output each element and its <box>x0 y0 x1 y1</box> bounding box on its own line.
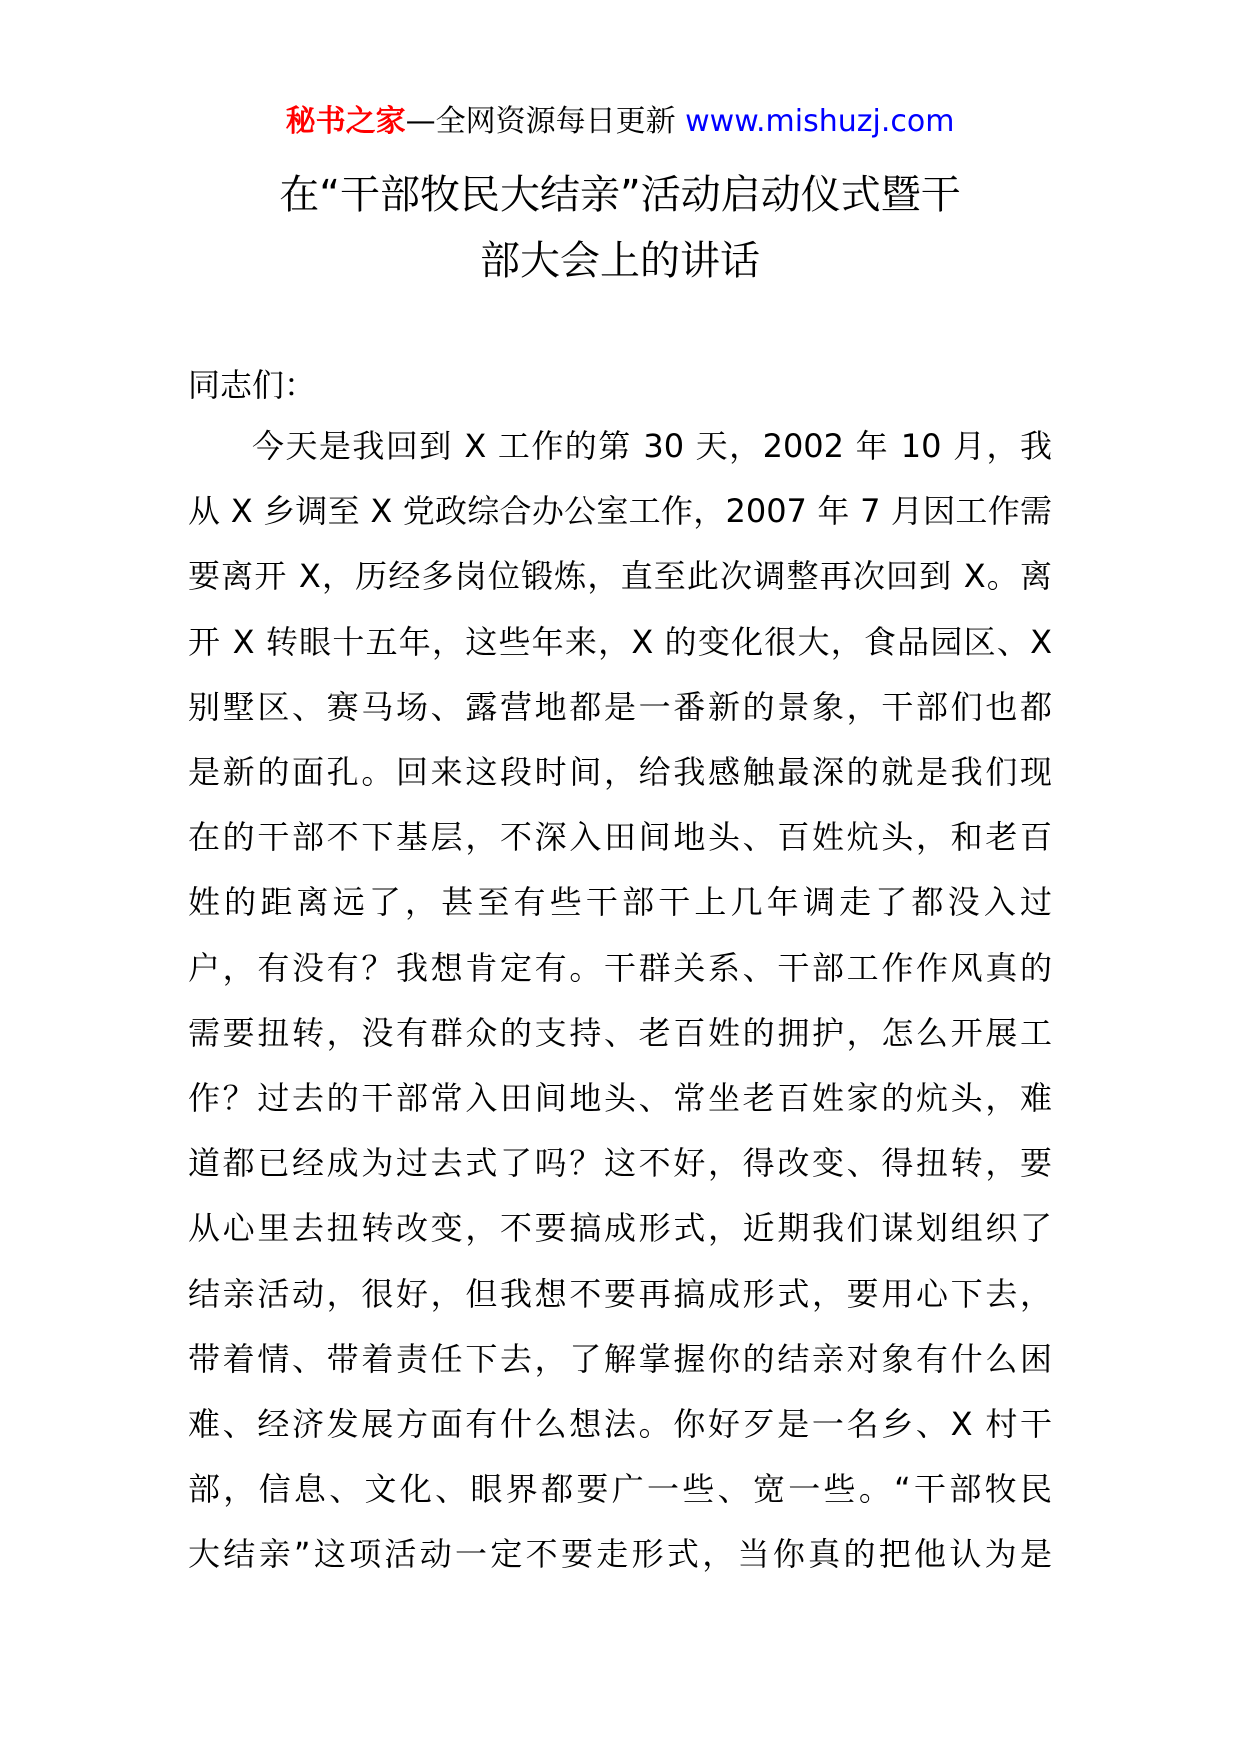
body-line: 今天是我回到 X 工作的第 30 天，2002 年 10 月，我 <box>252 427 1052 465</box>
brand-name: 秘书之家 <box>285 104 406 139</box>
salutation: 同志们： <box>188 366 317 404</box>
site-header <box>0 100 1240 144</box>
body-line: 难、经济发展方面有什么想法。你好歹是一名乡、X 村干 <box>188 1405 1052 1444</box>
title-line-1: 在“干部牧民大结亲”活动启动仪式暨干 <box>279 172 961 218</box>
document-body <box>188 356 1052 1588</box>
body-line: 作？过去的干部常入田间地头、常坐老百姓家的炕头，难 <box>188 1079 1052 1118</box>
body-line: 道都已经成为过去式了吗？这不好，得改变、得扭转，要 <box>188 1144 1052 1183</box>
body-line: 要离开 X，历经多岗位锻炼，直至此次调整再次回到 X。离 <box>188 557 1052 596</box>
document-title <box>160 162 1080 294</box>
body-line: 从心里去扭转改变，不要搞成形式，近期我们谋划组织了 <box>188 1209 1052 1248</box>
body-line: 在的干部不下基层，不深入田间地头、百姓炕头，和老百 <box>188 818 1052 857</box>
body-line: 是新的面孔。回来这段时间，给我感触最深的就是我们现 <box>188 753 1052 792</box>
body-line: 从 X 乡调至 X 党政综合办公室工作，2007 年 7 月因工作需 <box>188 492 1052 531</box>
body-line: 部，信息、文化、眼界都要广一些、宽一些。“干部牧民 <box>188 1470 1052 1509</box>
body-line: 结亲活动，很好，但我想不要再搞成形式，要用心下去， <box>188 1274 1052 1313</box>
body-line: 需要扭转，没有群众的支持、老百姓的拥护，怎么开展工 <box>188 1013 1052 1052</box>
body-line: 别墅区、赛马场、露营地都是一番新的景象，干部们也都 <box>188 687 1052 726</box>
body-line: 开 X 转眼十五年，这些年来，X 的变化很大，食品园区、X <box>188 622 1052 661</box>
body-line: 姓的距离远了，甚至有些干部干上几年调走了都没入过 <box>188 883 1052 922</box>
body-line: 带着情、带着责任下去，了解掌握你的结亲对象有什么困 <box>188 1339 1052 1378</box>
body-line: 户，有没有？我想肯定有。干群关系、干部工作作风真的 <box>188 948 1052 987</box>
site-url-link[interactable]: www.mishuzj.com <box>685 104 955 139</box>
title-line-2: 部大会上的讲话 <box>480 238 760 284</box>
body-line: 大结亲”这项活动一定不要走形式，当你真的把他认为是 <box>188 1535 1052 1574</box>
header-tagline: —全网资源每日更新 <box>405 104 676 139</box>
